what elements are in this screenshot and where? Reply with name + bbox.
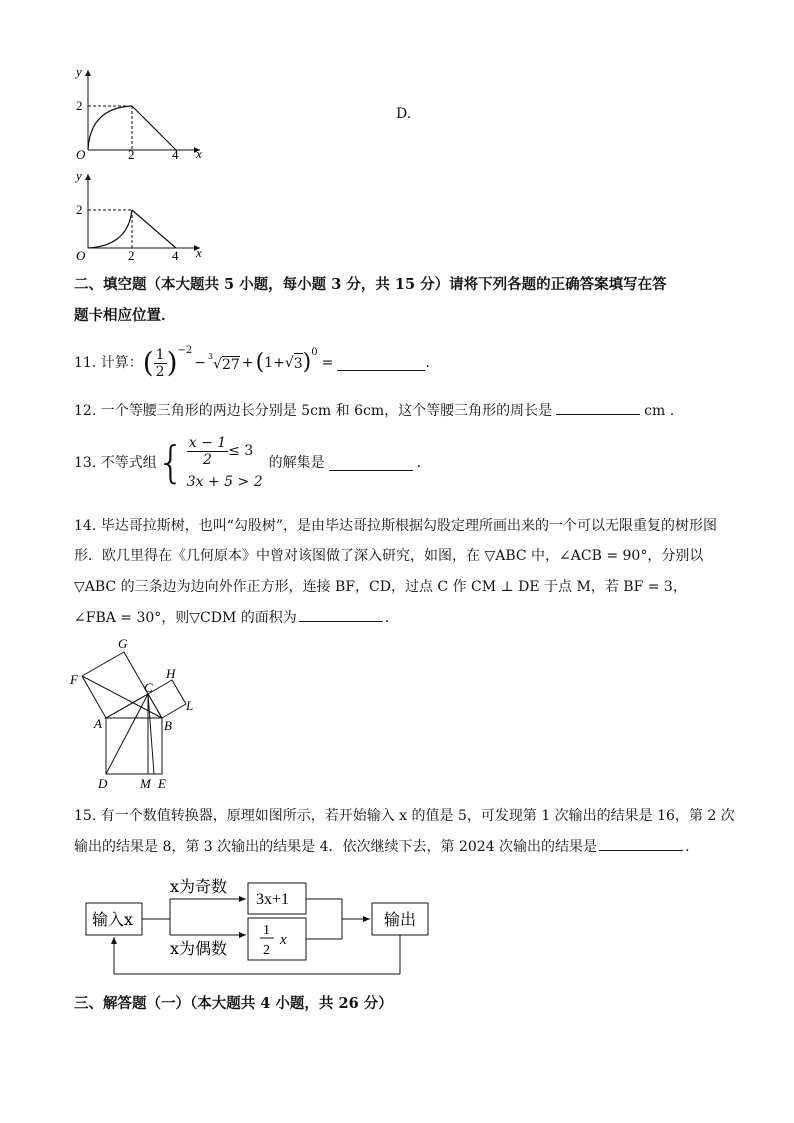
square-cblh — [148, 680, 186, 718]
x-tick-4: 4 — [172, 248, 179, 263]
q15-line1: 15. 有一个数值转换器，原理如图所示，若开始输入 x 的值是 5，可发现第 1 次输出的结果是 16，第 2 次 — [74, 808, 735, 824]
triangle-abc — [106, 694, 162, 718]
x-label: x — [196, 146, 202, 161]
label-h: H — [166, 666, 176, 681]
curve — [88, 106, 132, 150]
q15-answer-blank[interactable] — [599, 836, 683, 851]
origin-label: O — [76, 248, 86, 263]
question-13: 13. 不等式组 { $\frac{x - 1}{2}$ ≤ 3 3x + 5 > 2 的解集是 . — [74, 434, 422, 490]
q11-exp2: 0 — [311, 347, 318, 358]
label-c: C — [144, 680, 153, 695]
y-label: y — [76, 64, 82, 79]
q13-system: $\frac{x - 1}{2}$ ≤ 3 3x + 5 > 2 — [186, 434, 263, 490]
q11-exp1: −2 — [177, 345, 193, 356]
section2-heading-line1: 二、填空题（本大题共 5 小题，每小题 3 分，共 15 分）请将下列各题的正确答案填写在答 — [74, 276, 667, 293]
x-tick-4: 4 — [172, 147, 179, 162]
label-m: M — [140, 776, 151, 791]
graph-option-d — [66, 166, 216, 270]
even-label: x为偶数 — [170, 939, 228, 958]
q14-line2: 形．欧几里得在《几何原本》中曾对该图做了深入研究，如图，在 ▽ABC 中，∠ACB = 90°，分别以 — [74, 548, 704, 564]
label-f: F — [70, 672, 78, 687]
curve — [88, 210, 132, 248]
system-brace: { — [156, 437, 185, 488]
x-label: x — [196, 245, 202, 260]
x-tick-2: 2 — [128, 147, 135, 162]
even-num: 1 — [263, 923, 270, 938]
q11-answer-blank[interactable] — [337, 356, 425, 371]
square-acgf — [82, 652, 148, 718]
section2-heading-line2: 题卡相应位置． — [74, 307, 176, 324]
line-segment — [132, 106, 176, 150]
question-12: 12. 一个等腰三角形的两边长分别是 5cm 和 6cm，这个等腰三角形的周长是 cm . — [74, 400, 674, 421]
even-den: 2 — [263, 943, 270, 958]
q14-line4: ∠FBA = 30°，则▽CDM 的面积为 . — [74, 607, 389, 628]
q15-line2: 输出的结果是 8，第 3 次输出的结果是 4．依次继续下去，第 2024 次输出的结果是 . — [74, 836, 690, 857]
q14-line3: ▽ABC 的三条边为边向外作正方形，连接 BF，CD，过点 C 作 CM ⊥ DE 于点 M，若 BF = 3， — [74, 579, 687, 595]
origin-label: O — [76, 147, 86, 162]
q11-inner: 1+ — [264, 355, 285, 371]
paren-open: ( — [142, 346, 154, 379]
label-d: D — [98, 776, 108, 791]
segment-ad — [148, 694, 154, 774]
q13-fraction: $\frac{x - 1}{2}$ — [188, 434, 227, 468]
even-var: x — [280, 932, 287, 948]
x-tick-2: 2 — [128, 248, 135, 263]
q11-minus: − — [194, 355, 206, 371]
odd-label: x为奇数 — [170, 877, 228, 896]
label-a: A — [94, 716, 102, 731]
label-l: L — [186, 698, 194, 713]
q14-line1: 14. 毕达哥拉斯树，也叫“勾股树”，是由毕达哥拉斯根据勾股定理所画出来的一个可以无限重复的树形图 — [74, 518, 718, 534]
question-11: 11. 计算： ( $\frac{1}{2}$ ) −2 − $^3$√27 + ( 1+ √ 3 ) 0 = . — [74, 345, 430, 381]
graph-option-c — [66, 62, 216, 166]
q14-answer-blank[interactable] — [299, 607, 383, 622]
q11-plus: + — [241, 355, 254, 371]
odd-box-label: 3x+1 — [256, 891, 290, 908]
label-b: B — [164, 718, 172, 733]
option-d-label: D. — [396, 106, 412, 122]
even-box — [248, 918, 306, 960]
number-converter-diagram — [80, 872, 440, 982]
q11-cbrt: $^3$√27 — [208, 352, 240, 373]
y-tick: 2 — [76, 98, 83, 113]
q11-fraction: $\frac{1}{2}$ — [155, 346, 165, 380]
output-box-label: 输出 — [384, 910, 417, 929]
q11-equals: = — [321, 355, 334, 371]
y-tick: 2 — [76, 202, 83, 217]
section3-heading: 三、解答题（一）（本大题共 4 小题，共 26 分） — [74, 995, 393, 1012]
q11-sqrt3: 3 — [294, 353, 303, 374]
label-e: E — [158, 776, 166, 791]
paren-close: ) — [166, 346, 178, 379]
q11-prefix: 11. 计算： — [74, 355, 143, 371]
label-g: G — [118, 636, 128, 651]
line-segment — [132, 210, 176, 248]
input-box-label: 输入x — [92, 910, 134, 929]
y-label: y — [76, 168, 82, 183]
pythagoras-tree-figure — [66, 636, 206, 792]
q12-answer-blank[interactable] — [556, 400, 640, 415]
q13-answer-blank[interactable] — [329, 456, 413, 471]
